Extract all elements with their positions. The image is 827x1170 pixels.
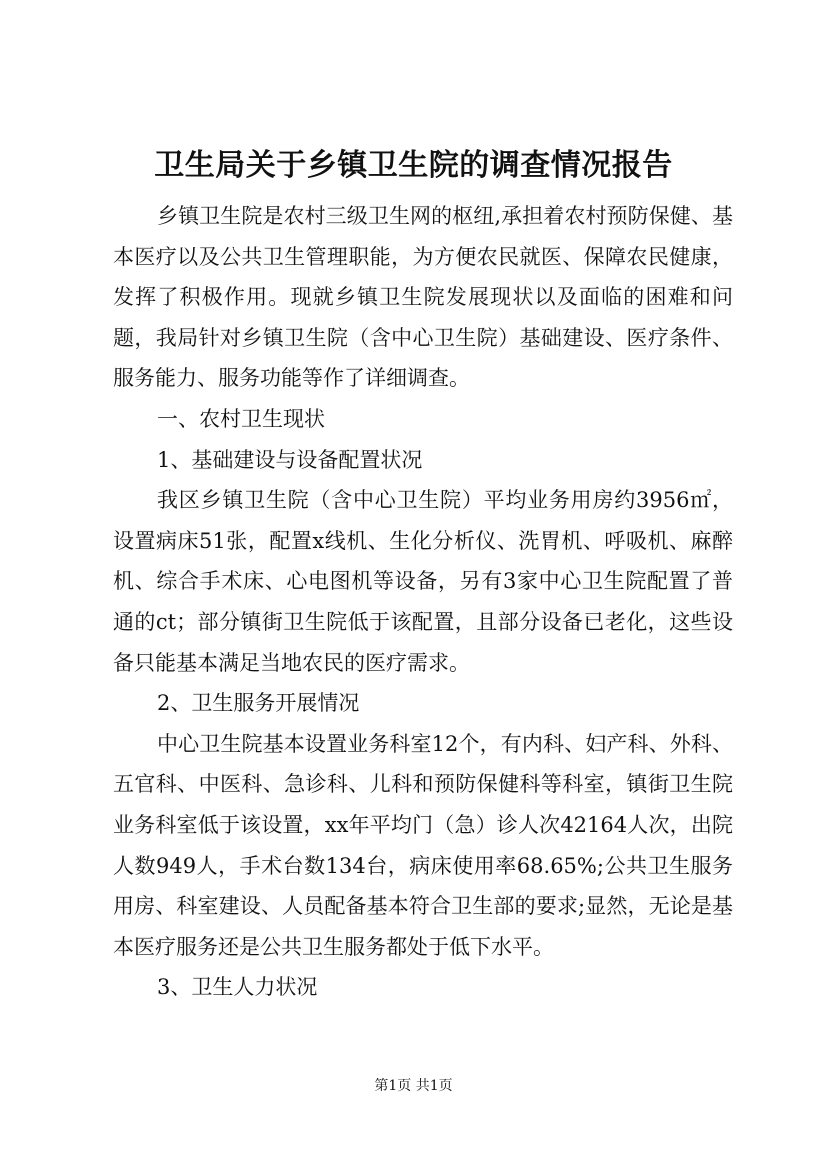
health-services-paragraph: 中心卫生院基本设置业务科室12个，有内科、妇产科、外科、五官科、中医科、急诊科、儿科和预防保健科等科室，镇街卫生院业务科室低于该设置，xx年平均门（急）诊人次42164人次，出院人数949人，手术台数134台，病床使用率68.65%;公共卫生服务用房、科室建设、人员配备基本符合卫生部的要求;显然，无论是基本医疗服务还是公共卫生服务都处于低下水平。: [113, 731, 733, 959]
section-heading-rural-health-status: 一、农村卫生现状: [157, 406, 325, 431]
intro-paragraph: 乡镇卫生院是农村三级卫生网的枢纽,承担着农村预防保健、基本医疗以及公共卫生管理职能，为方便农民就医、保障农民健康，发挥了积极作用。现就乡镇卫生院发展现状以及面临的困难和问题，我局针对乡镇卫生院（含中心卫生院）基础建设、医疗条件、服务能力、服务功能等作了详细调查。: [113, 204, 733, 391]
document-body: [113, 196, 733, 1008]
subheading-infrastructure-equipment: 1、基础建设与设备配置状况: [157, 447, 423, 472]
document-title: 卫生局关于乡镇卫生院的调查情况报告: [154, 148, 673, 183]
infrastructure-paragraph: 我区乡镇卫生院（含中心卫生院）平均业务用房约3956㎡，设置病床51张，配置x线机、生化分析仪、洗胃机、呼吸机、麻醉机、综合手术床、心电图机等设备，另有3家中心卫生院配置了普通的ct；部分镇街卫生院低于该配置，且部分设备已老化，这些设备只能基本满足当地农民的医疗需求。: [113, 488, 733, 675]
subheading-human-resources: 3、卫生人力状况: [157, 975, 318, 1000]
page-footer: 第1页 共1页: [374, 1078, 453, 1094]
subheading-health-services: 2、卫生服务开展情况: [157, 691, 360, 716]
